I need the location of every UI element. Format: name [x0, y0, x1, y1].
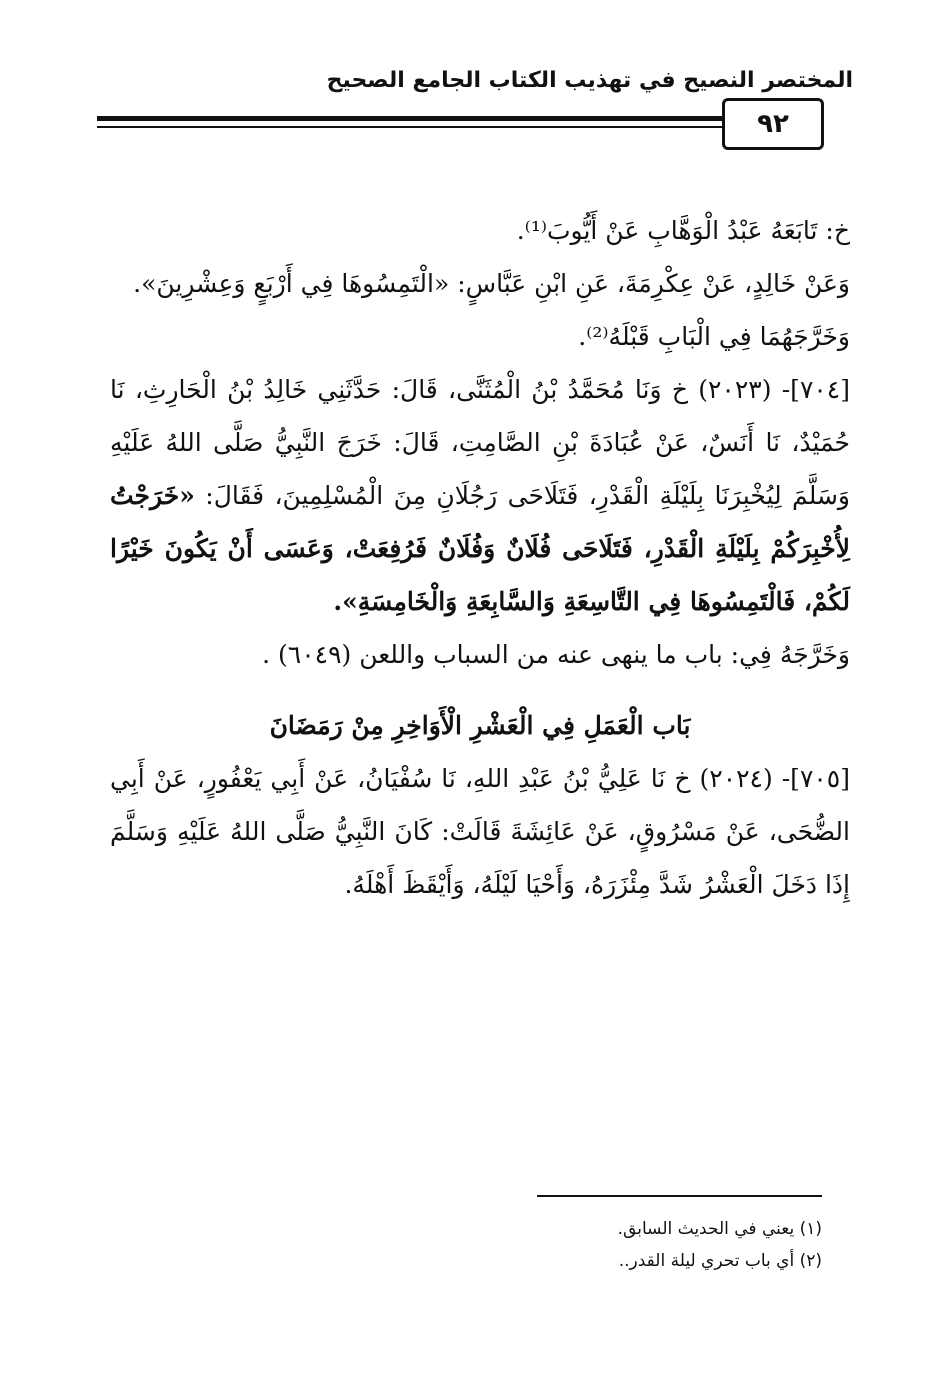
footnotes — [402, 1213, 822, 1277]
footnote-2: (٢) أي باب تحري ليلة القدر.. — [618, 1251, 822, 1271]
text-line-takhrij: وَخَرَّجَهُ فِي: باب ما ينهى عنه من السباب واللعن (٦٠٤٩) . — [262, 640, 850, 669]
text-line-tabaahu: خ: تَابَعَهُ عَبْدُ الْوَهَّابِ عَنْ أَيُّوبَ⁽¹⁾. — [516, 216, 850, 245]
header-rule-thick — [97, 116, 727, 121]
hadith-705-matn: كَانَ النَّبِيُّ صَلَّى اللهُ عَلَيْهِ وَسَلَّمَ إِذَا دَخَلَ الْعَشْرُ شَدَّ مِئْزَرَهُ، وَأَحْيَا لَيْلَهُ، وَأَيْقَظَ أَهْلَهُ. — [110, 817, 850, 899]
running-title: المختصر النصيح في تهذيب الكتاب الجامع الصحيح — [326, 68, 853, 93]
text-line-ikrima: وَعَنْ خَالِدٍ، عَنْ عِكْرِمَةَ، عَنِ ابْنِ عَبَّاسٍ: «الْتَمِسُوهَا فِي أَرْبَعٍ وَعِشْرِينَ». — [133, 269, 850, 298]
hadith-705-isnad: [٧٠٥]- (٢٠٢٤) خ نَا عَلِيُّ بْنُ عَبْدِ اللهِ، نَا سُفْيَانُ، عَنْ أَبِي يَعْفُورٍ، عَنْ أَبِي الضُّحَى، عَنْ مَسْرُوقٍ، عَنْ عَائِشَةَ قَالَتْ: — [110, 764, 851, 846]
hadith-704-isnad: [٧٠٤]- (٢٠٢٣) خ وَنَا مُحَمَّدُ بْنُ الْمُثَنَّى، قَالَ: حَدَّثَنِي خَالِدُ بْنُ الْحَارِثِ، نَا حُمَيْدٌ، نَا أَنَسٌ، عَنْ عُبَادَةَ بْنِ الصَّامِتِ، قَالَ: خَرَجَ النَّبِيُّ صَلَّى اللهُ عَلَيْهِ وَسَلَّمَ لِيُخْبِرَنَا بِلَيْلَةِ الْقَدْرِ، فَتَلَاحَى رَجُلَانِ مِنَ الْمُسْلِمِينَ، فَقَالَ: — [110, 375, 850, 510]
header-rule-thin — [97, 126, 727, 128]
footnote-1: (١) يعني في الحديث السابق. — [617, 1219, 822, 1239]
page-number: ٩٢ — [722, 98, 824, 150]
hadith-705 — [110, 752, 850, 911]
text-line-kharrajahuma: وَخَرَّجَهُمَا فِي الْبَابِ قَبْلَهُ⁽²⁾. — [578, 322, 850, 351]
chapter-heading: بَاب الْعَمَلِ فِي الْعَشْرِ الْأَوَاخِرِ مِنْ رَمَضَانَ — [269, 711, 691, 740]
hadith-704 — [110, 363, 850, 628]
main-text — [110, 204, 850, 911]
hadith-704-matn: «خَرَجْتُ لِأُخْبِرَكُمْ بِلَيْلَةِ الْقَدْرِ، فَتَلَاحَى فُلَانٌ وَفُلَانٌ فَرُفِعَتْ، وَعَسَى أَنْ يَكُونَ خَيْرًا لَكُمْ، فَالْتَمِسُوهَا فِي التَّاسِعَةِ وَالسَّابِعَةِ وَالْخَامِسَةِ». — [110, 481, 850, 616]
footnote-separator — [537, 1195, 822, 1197]
